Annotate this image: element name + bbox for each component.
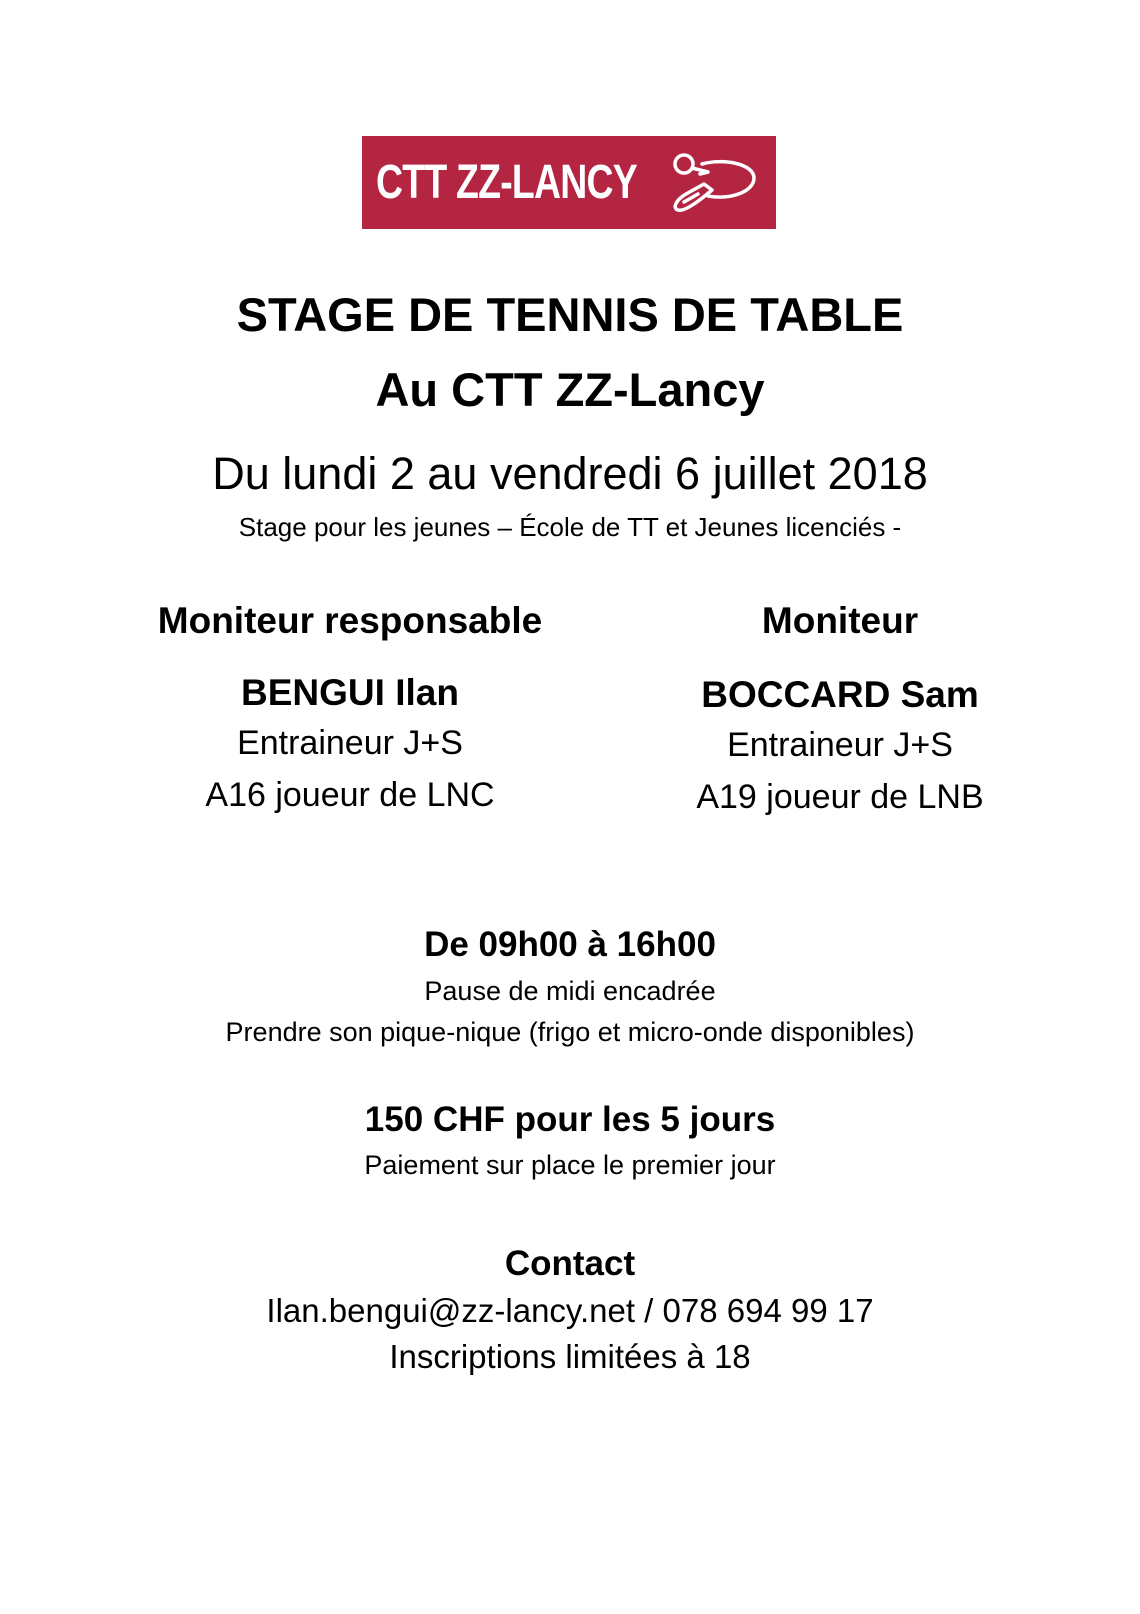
title-line-2: Au CTT ZZ-Lancy bbox=[375, 363, 765, 416]
monitor-role: Moniteur bbox=[761, 600, 919, 641]
monitor-name: BENGUI Ilan bbox=[241, 672, 459, 713]
monitor-name: BOCCARD Sam bbox=[701, 674, 979, 715]
registration-limit: Inscriptions limitées à 18 bbox=[389, 1338, 751, 1375]
logo-text: CTT ZZ-LANCY bbox=[376, 156, 637, 209]
title-line-1: STAGE DE TENNIS DE TABLE bbox=[236, 288, 904, 341]
schedule-note-lunch: Pause de midi encadrée bbox=[424, 976, 716, 1006]
ping-pong-paddle-icon bbox=[664, 150, 760, 216]
monitor-assistant bbox=[600, 600, 1080, 817]
stage-dates: Du lundi 2 au vendredi 6 juillet 2018 bbox=[212, 448, 928, 499]
stage-subtitle: Stage pour les jeunes – École de TT et Jeunes licenciés - bbox=[238, 512, 902, 542]
contact-details: Ilan.bengui@zz-lancy.net / 078 694 99 17 bbox=[266, 1292, 874, 1329]
price-note: Paiement sur place le premier jour bbox=[364, 1150, 776, 1180]
monitor-level: A16 joueur de LNC bbox=[205, 776, 495, 814]
monitor-level: A19 joueur de LNB bbox=[696, 778, 984, 816]
monitor-role: Moniteur responsable bbox=[157, 600, 543, 641]
schedule-hours: De 09h00 à 16h00 bbox=[424, 925, 716, 964]
monitor-qualification: Entraineur J+S bbox=[727, 726, 953, 764]
monitor-qualification: Entraineur J+S bbox=[237, 724, 463, 762]
club-logo bbox=[362, 136, 776, 229]
schedule-note-picnic: Prendre son pique-nique (frigo et micro-onde disponibles) bbox=[225, 1017, 915, 1047]
contact-heading: Contact bbox=[504, 1244, 636, 1283]
monitor-responsible bbox=[100, 600, 600, 815]
price-amount: 150 CHF pour les 5 jours bbox=[364, 1100, 776, 1139]
